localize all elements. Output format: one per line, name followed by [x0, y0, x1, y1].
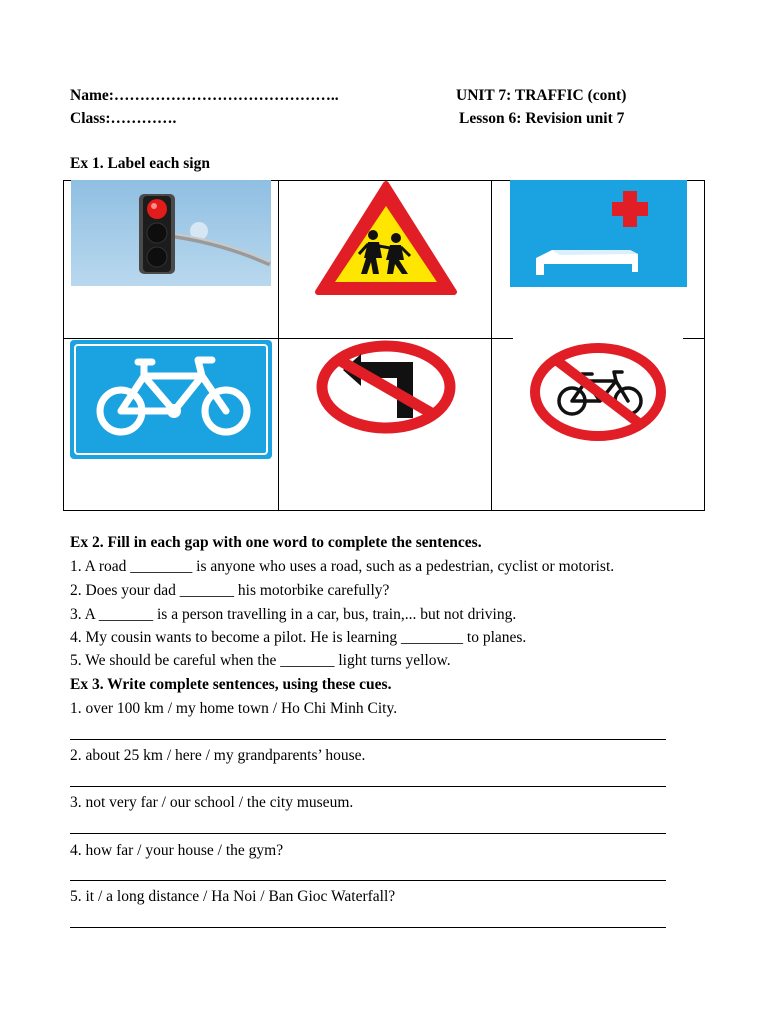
ex2-sentence: 4. My cousin wants to become a pilot. He is learning ________ to planes.: [70, 629, 527, 646]
answer-line[interactable]: [70, 927, 666, 928]
ex2-sentence: 2. Does your dad _______ his motorbike carefully?: [70, 582, 390, 599]
ex2-sentence: 1. A road ________ is anyone who uses a road, such as a pedestrian, cyclist or motorist.: [70, 558, 615, 575]
answer-line[interactable]: [70, 739, 666, 740]
lesson-title: Lesson 6: Revision unit 7: [459, 110, 625, 127]
sign-grid: [63, 180, 705, 511]
ex3-cue: 3. not very far / our school / the city museum.: [70, 794, 354, 811]
cycle-lane-sign-icon: [70, 340, 272, 459]
ex2-sentence: 3. A _______ is a person travelling in a car, bus, train,... but not driving.: [70, 606, 517, 623]
traffic-light-icon: [71, 180, 271, 286]
unit-title: UNIT 7: TRAFFIC (cont): [456, 87, 627, 104]
answer-line[interactable]: [70, 833, 666, 834]
ex3-cue: 2. about 25 km / here / my grandparents’ house.: [70, 747, 366, 764]
ex2-heading: Ex 2. Fill in each gap with one word to complete the sentences.: [70, 534, 482, 551]
ex1-heading: Ex 1. Label each sign: [70, 155, 210, 172]
answer-line[interactable]: [70, 786, 666, 787]
ex3-cue: 5. it / a long distance / Ha Noi / Ban Gioc Waterfall?: [70, 888, 396, 905]
no-cycling-sign-icon: [530, 342, 666, 442]
no-left-turn-sign-icon: [315, 340, 457, 434]
ex2-sentence: 5. We should be careful when the _______ light turns yellow.: [70, 652, 451, 669]
class-field-label: Class:………….: [70, 110, 177, 127]
ex3-cue: 4. how far / your house / the gym?: [70, 842, 284, 859]
answer-line[interactable]: [70, 880, 666, 881]
name-field-label: Name:……………………………………..: [70, 87, 339, 104]
ex3-cue: 1. over 100 km / my home town / Ho Chi Minh City.: [70, 700, 398, 717]
hospital-sign-icon: [510, 180, 687, 287]
ex3-heading: Ex 3. Write complete sentences, using these cues.: [70, 676, 392, 693]
children-crossing-sign-icon: [313, 180, 459, 296]
